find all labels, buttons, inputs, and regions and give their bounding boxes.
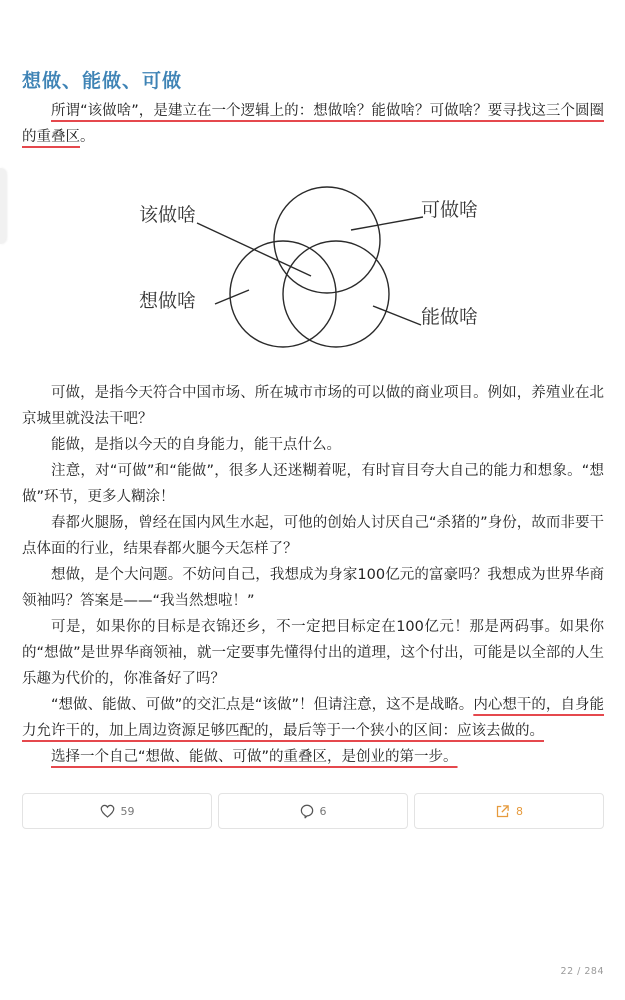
page-indicator: 22 / 284 [560, 966, 604, 977]
conclusion-plain: “想做、能做、可做”的交汇点是“该做”！但请注意，这不是战略。 [51, 697, 474, 713]
label-xiangzuo: 想做啥 [139, 290, 197, 312]
paragraph-nengzuo: 能做，是指以今天的自身能力，能干点什么。 [51, 437, 341, 453]
label-gaizuo: 该做啥 [139, 204, 197, 226]
venn-diagram [103, 164, 523, 364]
comment-button[interactable] [218, 793, 408, 829]
intro-paragraph [22, 98, 604, 150]
pointer-xiangzuo [215, 290, 249, 304]
comment-count: 6 [319, 804, 327, 818]
venn-diagram-svg [103, 164, 523, 364]
intro-tail: 。 [80, 129, 95, 145]
paragraph-chundu: 春都火腿肠，曾经在国内风生水起，可他的创始人讨厌自己“杀猪的”身份，故而非要干点体面的行业，结果春都火腿今天怎样了？ [22, 515, 604, 557]
conclusion-highlight[interactable]: 内心想干的，自身能力允许干的，加上周边资源足够匹配的，最后等于一个狭小的区间：应该去做的。 [22, 697, 605, 739]
section-title: 想做、能做、可做 [22, 70, 183, 92]
like-count: 59 [120, 804, 135, 818]
comment-icon [300, 804, 314, 819]
heart-icon [100, 804, 115, 818]
intro-highlight[interactable]: 所谓“该做啥”，是建立在一个逻辑上的：想做啥？能做啥？可做啥？要寻找这三个圆圈的重叠区 [22, 103, 604, 145]
paragraph-zhuyi: 注意，对“可做”和“能做”，很多人还迷糊着呢，有时盲目夸大自己的能力和想象。“想做”环节，更多人糊涂！ [22, 463, 604, 505]
label-kezuo: 可做啥 [421, 199, 479, 221]
conclusion-paragraph [22, 692, 604, 744]
pointer-kezuo [351, 217, 423, 230]
side-drawer-handle[interactable] [0, 168, 6, 244]
final-paragraph [22, 744, 604, 770]
paragraph-kezuo: 可做，是指今天符合中国市场、所在城市市场的可以做的商业项目。例如，养殖业在北京城里就没法干吧？ [22, 385, 604, 427]
paragraph-xiangzuo: 想做，是个大问题。不妨问自己，我想成为身家100亿元的富豪吗？我想成为世界华商领袖吗？答案是——“我当然想啦！” [22, 567, 604, 609]
paragraph-keshi: 可是，如果你的目标是衣锦还乡，不一定把目标定在100亿元！那是两码事。如果你的“想做”是世界华商领袖，就一定要事先懂得付出的道理，这个付出，可能是以全部的人生乐趣为代价的，你准备好了吗？ [22, 619, 604, 687]
circle-kezuo [274, 187, 380, 293]
action-bar [22, 793, 604, 831]
like-button[interactable] [22, 793, 212, 829]
pointer-gaizuo [197, 223, 311, 276]
share-icon [495, 804, 510, 819]
share-button[interactable] [414, 793, 604, 829]
share-count: 8 [516, 804, 523, 818]
article-content [22, 66, 604, 770]
label-nengzuo: 能做啥 [421, 306, 479, 328]
final-highlight[interactable]: 选择一个自己“想做、能做、可做”的重叠区，是创业的第一步。 [51, 749, 458, 765]
